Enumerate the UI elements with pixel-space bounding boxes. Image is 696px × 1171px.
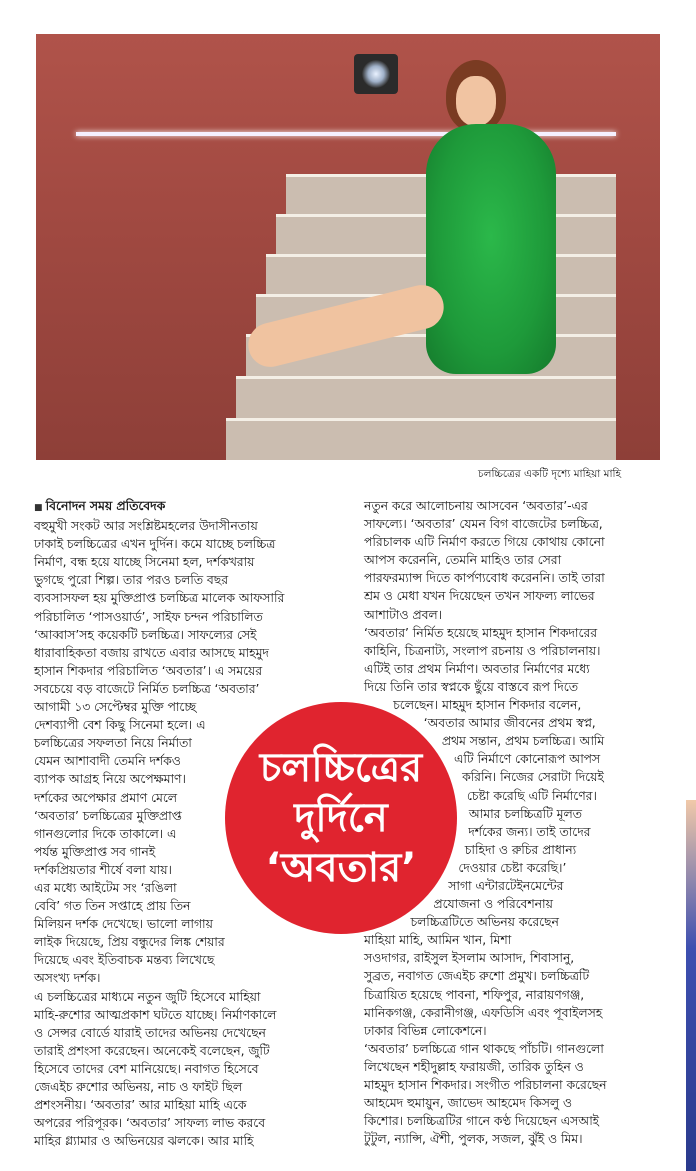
article-line: হিসেবে তাদের বেশ মানিয়েছে। নবাগত হিসেবে: [34, 1061, 259, 1076]
article-line: চলেছেন। মাহমুদ হাসান শিকদার বলেন,: [393, 698, 582, 713]
article-line: হাসান শিকদার পরিচালিত ‘অবতার’। এ সময়ের: [34, 663, 263, 678]
article-line: চিত্রায়িত হয়েছে পাবনা, শফিপুর, নারায়ণগঞ্জ,: [364, 987, 585, 1002]
article-line: মিলিয়ন দর্শক দেখেছে। ভালো লাগায়: [34, 917, 213, 932]
article-line: আহমেদ হুমায়ুন, জাভেদ আহমেদ কিসলু ও: [364, 1096, 572, 1111]
article-line: পারফরম্যান্স দিতে কার্পণ্যবোধ করেননি। তাই তারা: [364, 571, 605, 586]
article-line: চলচ্চিত্রটিতে অভিনয় করেছেন: [410, 915, 559, 930]
article-line: এটিই তার প্রথম নির্মাণ। অবতার নির্মাণের মধ্যে: [364, 661, 590, 676]
article-line: পরিচালিত ‘পাসওয়ার্ড’, সাইফ চন্দন পরিচালিত: [34, 609, 263, 624]
article-line: ‘অবতার আমার জীবনের প্রথম স্বপ্ন,: [423, 716, 596, 731]
article-line: সুব্রত, নবাগত জেএইচ রুশো প্রমুখ। চলচ্চিত্রটি: [364, 969, 590, 984]
article-line: আগামী ১৩ সেপ্টেম্বর মুক্তি পাচ্ছে: [34, 700, 196, 715]
article-line: এটি নির্মাণে কোনোরূপ আপস: [453, 752, 601, 767]
headline-line-1: চলচ্চিত্রের: [259, 745, 423, 791]
byline: ■ বিনোদন সময় প্রতিবেদক: [34, 497, 356, 517]
article-line: নতুন করে আলোচনায় আসবেন ‘অবতার’-এর: [364, 499, 588, 513]
article-line: যেমন আশাবাদী তেমনি দর্শকও: [34, 754, 181, 769]
article-line: প্রথম সন্তান, প্রথম চলচ্চিত্র। আমি: [441, 734, 605, 749]
article-line: ‘অবতার’ চলচ্চিত্রের মুক্তিপ্রাপ্ত: [34, 808, 182, 823]
article-line: মাহিয়া মাহি, আমিন খান, মিশা: [364, 933, 512, 948]
article-line: অপরের পরিপূরক। ‘অবতার’ সাফল্য লাভ করবে: [34, 1116, 266, 1131]
article-line: মাহমুদ হাসান শিকদার। সংগীত পরিচালনা করেছেন: [364, 1078, 607, 1092]
actress-face: [456, 76, 496, 126]
photo-caption: চলচ্চিত্রের একটি দৃশ্যে মাহিয়া মাহি: [478, 468, 622, 480]
stage-light: [354, 54, 398, 94]
article-line: সওদাগর, রাইসুল ইসলাম আসাদ, শিবাসানু,: [364, 951, 575, 966]
article-line: এ চলচ্চিত্রের মাধ্যমে নতুন জুটি হিসেবে মাহিয়া: [34, 989, 261, 1004]
headline-circle: [225, 702, 457, 934]
article-line: নির্মাণ, বন্ধ হয়ে যাচ্ছে সিনেমা হল, দর্শকখরায়: [34, 555, 255, 570]
article-line: করিনি। নিজের সেরাটা দিয়েই: [462, 770, 604, 785]
article-line: দেশব্যাপী বেশ কিছু সিনেমা হলে। এ: [34, 718, 206, 733]
article-line: সাফল্যে। ‘অবতার’ যেমন বিগ বাজেটের চলচ্চিত্র,: [364, 517, 603, 532]
article-line: ঢাকার বিভিন্ন লোকেশনে।: [364, 1023, 487, 1038]
article-line: সাগা এন্টারটেইনমেন্টের: [448, 878, 564, 893]
article-line: লিখেছেন শহীদুল্লাহ ফরায়জী, তারিক তুহিন ও: [364, 1059, 584, 1074]
article-line: আপস করেননি, তেমনি মাহিও তার সেরা: [364, 553, 562, 568]
article-line: আশাটাও প্রবল।: [364, 607, 442, 622]
article-line: ব্যাপক আগ্রহ নিয়ে অপেক্ষমাণ।: [34, 772, 186, 787]
article-line: কাহিনি, চিত্রনাট্য, সংলাপ রচনায় ও পরিচালনায়।: [364, 643, 601, 658]
article-line: ধারাবাহিকতা বজায় রাখতে এবার আসছে মাহমুদ: [34, 645, 269, 660]
article-line: শ্রম ও মেধা যখন দিয়েছেন তখন সাফল্য লাভের: [364, 589, 595, 604]
stair-step: [236, 376, 616, 421]
article-line: দেওয়ার চেষ্টা করেছি।’: [458, 860, 567, 875]
article-line: এর মধ্যে আইটেম সং ‘রঙিলা: [34, 880, 177, 895]
article-line: পর্যন্ত মুক্তিপ্রাপ্ত সব গানই: [34, 844, 156, 859]
article-line: কিশোর। চলচ্চিত্রটির গানে কণ্ঠ দিয়েছেন এসআই: [364, 1114, 599, 1129]
article-line: টুটুল, ন্যান্সি, ঐশী, পুলক, সজল, ঝুঁই ও মিম।: [364, 1132, 583, 1147]
stair-step: [226, 418, 616, 460]
article-line: প্রশংসনীয়। ‘অবতার’ আর মাহিয়া মাহি একে: [34, 1098, 247, 1113]
article-line: ঢাকাই চলচ্চিত্রের এখন দুর্দিন। কমে যাচ্ছে চলচ্চিত্র: [34, 537, 276, 552]
article-line: প্রযোজনা ও পরিবেশনায়: [433, 897, 553, 912]
article-line: তারাই প্রশংসা করেছেন। অনেকেই বলেছেন, জুটি: [34, 1043, 270, 1058]
adjacent-page-edge: [686, 800, 696, 1171]
article-line: জেএইচ রুশোর অভিনয়, নাচ ও ফাইট ছিল: [34, 1080, 243, 1094]
article-line: সবচেয়ে বড় বাজেটে নির্মিত চলচ্চিত্র ‘অবতার’: [34, 681, 260, 696]
article-line: ‘অবতার’ নির্মিত হয়েছে মাহমুদ হাসান শিকদারের: [364, 625, 597, 640]
article-line: ভুগছে পুরো শিল্প। তার পরও চলতি বছর: [34, 573, 228, 588]
headline-line-2: দুর্দিনে: [294, 795, 388, 841]
article-line: পরিচালক এটি নির্মাণ করতে গিয়ে কোথায় কোনো: [364, 535, 605, 550]
article-line: লাইক দিয়েছে, প্রিয় বন্ধুদের লিঙ্ক শেয়ার: [34, 935, 225, 950]
article-line: গানগুলোর দিকে তাকালে। এ: [34, 826, 177, 841]
article-line: আমার চলচ্চিত্রটি মূলত: [468, 806, 582, 821]
article-line: দিয়ে তিনি তার স্বপ্নকে ছুঁয়ে বাস্তবে রূপ দিতে: [364, 679, 578, 694]
article-line: মানিকগঞ্জ, কেরানীগঞ্জ, এফডিসি এবং পূবাইলসহ: [364, 1005, 603, 1020]
article-line: দর্শকের জন্য। তাই তাদের: [468, 824, 591, 839]
article-line: ও সেন্সর বোর্ডে যারাই তাদের অভিনয় দেখেছেন: [34, 1025, 266, 1040]
article-line: চাহিদা ও রুচির প্রাধান্য: [464, 842, 577, 857]
article-line: ‘অবতার’ চলচ্চিত্রে গান থাকছে পাঁচটি। গানগুলো: [364, 1041, 604, 1056]
article-photo: [36, 34, 660, 460]
article-line: চেষ্টা করেছি এটি নির্মাণের।: [466, 788, 597, 803]
article-line: মাহি-রুশোর আত্মপ্রকাশ ঘটতে যাচ্ছে। নির্মাণকালে: [34, 1007, 277, 1022]
article-line: চলচ্চিত্রের সফলতা নিয়ে নির্মাতা: [34, 736, 192, 751]
article-line: বেবি’ গত তিন সপ্তাহে প্রায় তিন: [34, 899, 191, 914]
article-line: ‘আব্বাস’সহ কয়েকটি চলচ্চিত্র। সাফল্যের সেই: [34, 627, 257, 642]
green-dress: [426, 124, 556, 374]
article-line: দিয়েছে এবং ইতিবাচক মন্তব্য লিখেছে: [34, 953, 215, 968]
article-line: ব্যবসাসফল হয় মুক্তিপ্রাপ্ত চলচ্চিত্র মালেক আফসারি: [34, 591, 285, 606]
article-line: অসংখ্য দর্শক।: [34, 971, 101, 986]
article-line: দর্শকের অপেক্ষার প্রমাণ মেলে: [34, 790, 177, 805]
article-line: দর্শকপ্রিয়তার শীর্ষে বলা যায়।: [34, 862, 172, 877]
headline-line-3: ‘অবতার’: [265, 845, 417, 891]
article-line: মাহির গ্ল্যামার ও অভিনয়ের ঝলকে। আর মাহি: [34, 1134, 254, 1149]
article-line: বহুমুখী সংকট আর সংশ্লিষ্টমহলের উদাসীনতায়: [34, 519, 258, 534]
